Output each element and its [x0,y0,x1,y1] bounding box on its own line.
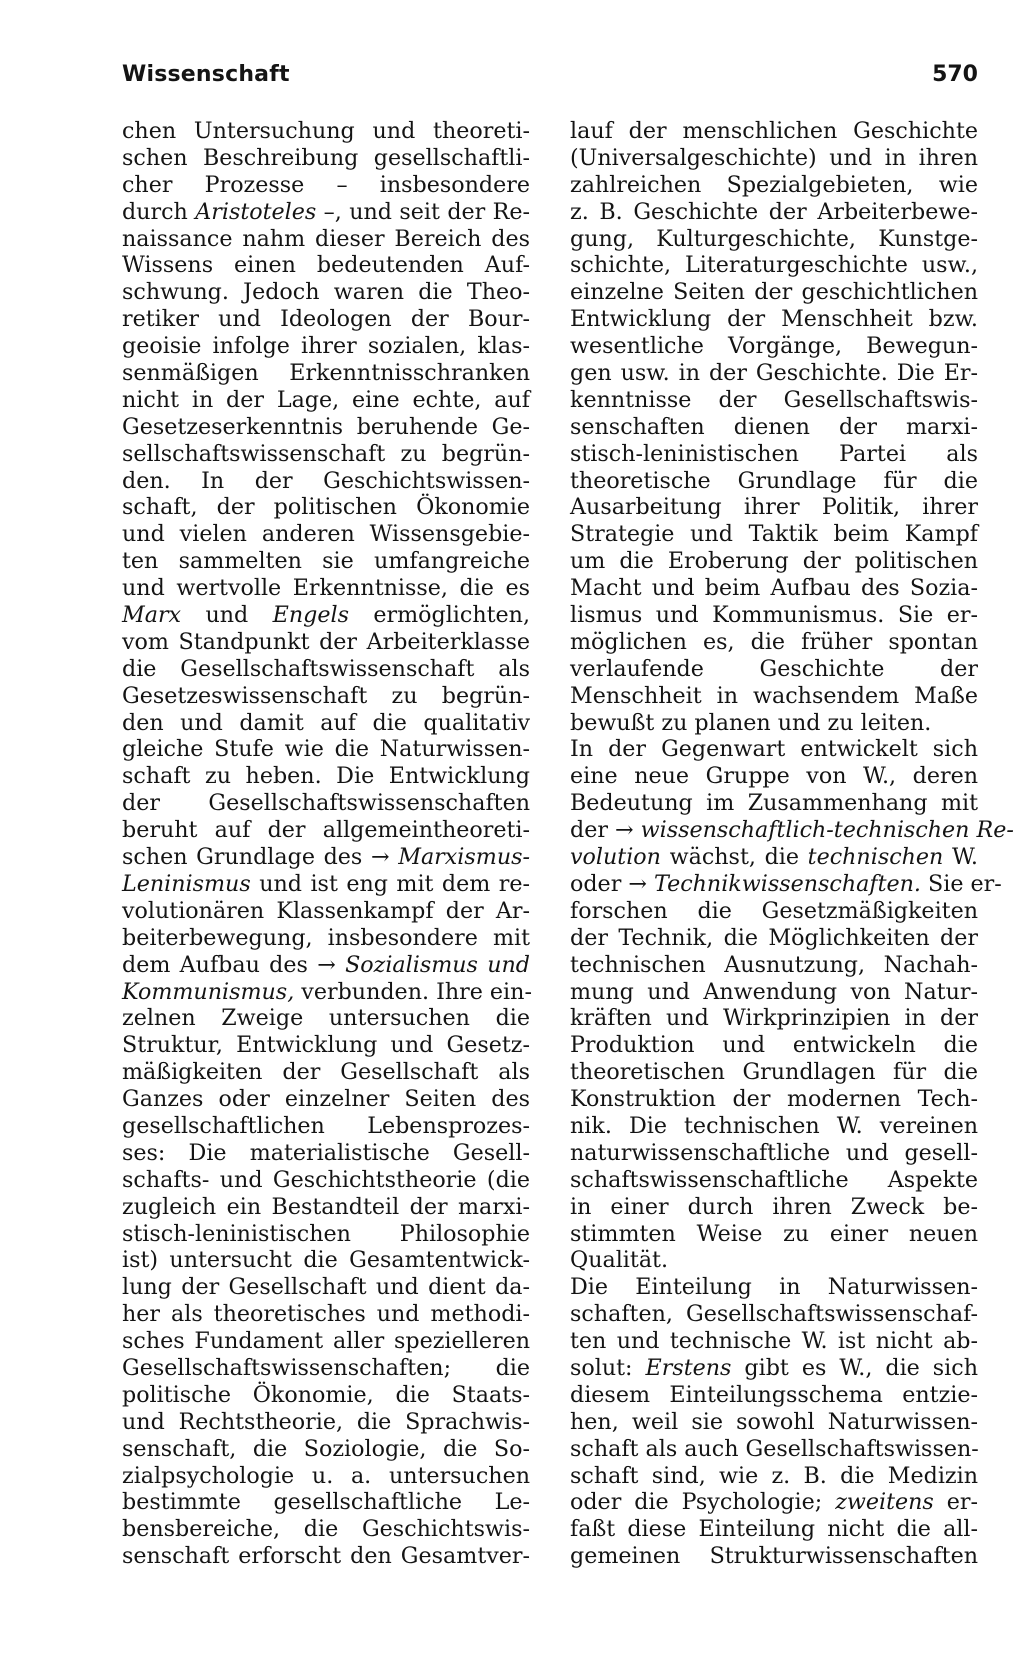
text-line [570,252,978,279]
text-line [122,1113,530,1140]
text-line [570,360,978,387]
text-line [122,710,530,737]
text-segment: naturwissenschaftliche und gesell- [570,1139,978,1166]
text-line [122,1086,530,1113]
text-line [122,1274,530,1301]
text-line [570,387,978,414]
text-line [122,521,530,548]
text-line [122,414,530,441]
text-segment: zugleich ein Bestandteil der marxi- [122,1193,530,1220]
text-segment: schafts- und Geschichtstheorie (die [122,1166,530,1193]
text-line [570,898,978,925]
text-line [570,1221,978,1248]
text-segment: gleiche Stufe wie die Naturwissen- [122,736,530,763]
text-line [122,1543,530,1570]
italic-text: technischen [807,844,944,871]
text-segment: schaft, der politischen Ökonomie [122,494,530,521]
text-segment: (Universalgeschichte) und in ihren [570,144,978,171]
italic-text: Aristoteles [195,198,317,225]
text-segment: ses: Die materialistische Gesell- [122,1139,530,1166]
text-segment: gemeinen Strukturwissenschaften [570,1543,978,1570]
text-line [570,441,978,468]
text-line [570,1113,978,1140]
text-segment: verbunden. Ihre ein- [294,978,532,1005]
text-segment: Produktion und entwickeln die [570,1032,978,1059]
text-segment: bensbereiche, die Geschichtswis- [122,1516,530,1543]
text-line [570,548,978,575]
text-segment: senschaft erforscht den Gesamtver- [122,1543,530,1570]
text-segment: gung, Kulturgeschichte, Kunstge- [570,225,978,252]
text-segment: beruht auf der allgemeintheoreti- [122,817,530,844]
text-segment: und [181,602,273,629]
text-line [570,521,978,548]
text-segment: Sie er- [920,870,1002,897]
italic-text: Technikwissenschaften. [654,870,921,897]
text-line [122,1032,530,1059]
text-line [570,1328,978,1355]
text-segment: retiker und Ideologen der Bour- [122,306,530,333]
text-segment: nik. Die technischen W. vereinen [570,1112,978,1139]
text-segment: bewußt zu planen und zu leiten. [570,709,932,736]
text-segment: Ausarbeitung ihrer Politik, ihrer [570,494,978,521]
text-segment: schen Grundlage des → [122,844,399,871]
text-segment: geoisie infolge ihrer sozialen, klas- [122,333,530,360]
text-segment: den. In der Geschichtswissen- [122,467,530,494]
text-line [570,1059,978,1086]
text-segment: W. [943,844,978,871]
text-line [570,763,978,790]
text-line [570,710,978,737]
text-line [122,736,530,763]
text-line [122,1247,530,1274]
text-line [122,979,530,1006]
italic-text: Leninismus [122,870,251,897]
text-line [122,279,530,306]
text-segment: sellschaftswissenschaft zu begrün- [122,440,530,467]
right-text-column [570,118,1014,1570]
text-line [122,683,530,710]
italic-text: Marx [122,602,182,629]
text-line [122,118,530,145]
text-segment: technischen Ausnutzung, Nachah- [570,951,978,978]
text-line [570,1032,978,1059]
text-line [570,656,978,683]
text-segment: diesem Einteilungsschema entzie- [570,1381,978,1408]
text-segment: Menschheit in wachsendem Maße [570,682,978,709]
text-line [122,494,530,521]
text-line [122,898,530,925]
text-segment: Wissens einen bedeutenden Auf- [122,252,530,279]
text-line [570,790,978,817]
text-segment: schichte, Literaturgeschichte usw., [570,252,978,279]
text-segment: stisch-leninistischen Philosophie [122,1220,530,1247]
text-line [570,1194,978,1221]
text-segment: die Gesellschaftswissenschaft als [122,655,530,682]
text-segment: stimmten Weise zu einer neuen [570,1220,978,1247]
text-segment: z. B. Geschichte der Arbeiterbewe- [570,198,978,225]
text-line [122,145,530,172]
text-segment: zahlreichen Spezialgebieten, wie [570,171,978,198]
text-line [570,602,978,629]
text-line [122,226,530,253]
text-segment: senschaften dienen der marxi- [570,413,978,440]
text-segment: der → [570,817,641,844]
text-line [122,871,530,898]
text-segment: einzelne Seiten der geschichtlichen [570,279,978,306]
text-segment: schwung. Jedoch waren die Theo- [122,279,530,306]
text-line [122,1382,530,1409]
text-line [570,494,978,521]
text-segment: Gesellschaftswissenschaften; die [122,1354,530,1381]
text-line [122,387,530,414]
text-segment: Gesetzeswissenschaft zu begrün- [122,682,530,709]
text-segment: senmäßigen Erkenntnisschranken [122,360,530,387]
text-line [570,414,978,441]
text-line [570,468,978,495]
text-line [122,1463,530,1490]
text-segment: solut: [570,1354,646,1381]
text-segment: hen, weil sie sowohl Naturwissen- [570,1408,978,1435]
text-segment: und wertvolle Erkenntnisse, die es [122,575,530,602]
left-text-column [122,118,530,1570]
text-line [570,1355,978,1382]
text-line [122,1436,530,1463]
text-line [122,629,530,656]
text-segment: ten und technische W. ist nicht ab- [570,1328,978,1355]
text-segment: In der Gegenwart entwickelt sich [570,736,978,763]
page-number: 570 [932,62,978,87]
text-segment: und Rechtstheorie, die Sprachwis- [122,1408,530,1435]
text-line [570,172,978,199]
italic-text: Marxismus- [398,844,530,871]
text-segment: eine neue Gruppe von W., deren [570,763,978,790]
text-line [122,252,530,279]
text-segment: möglichen es, die früher spontan [570,628,978,655]
text-segment: nicht in der Lage, eine echte, auf [122,386,530,413]
text-segment: gen usw. in der Geschichte. Die Er- [570,360,978,387]
text-segment: lauf der menschlichen Geschichte [570,118,978,144]
text-segment: Die Einteilung in Naturwissen- [570,1274,978,1301]
text-line [570,952,978,979]
text-segment: schen Beschreibung gesellschaftli- [122,144,530,171]
text-segment: schaft zu heben. Die Entwicklung [122,763,530,790]
text-line [570,145,978,172]
text-line [122,468,530,495]
text-line [570,1247,978,1274]
text-line [570,1140,978,1167]
text-segment: vom Standpunkt der Arbeiterklasse [122,628,530,655]
text-line [570,979,978,1006]
text-line [570,1463,978,1490]
text-line [570,1409,978,1436]
italic-text: Sozialismus und [345,951,531,978]
text-segment: Entwicklung der Menschheit bzw. [570,306,978,333]
text-segment: sches Fundament aller spezielleren [122,1328,530,1355]
text-line [122,172,530,199]
text-line [570,1489,978,1516]
text-segment: oder die Psychologie; [570,1489,836,1516]
text-segment: schaften, Gesellschaftswissenschaf- [570,1301,978,1328]
text-line [570,736,978,763]
text-segment: chen Untersuchung und theoreti- [122,118,530,144]
text-segment: Gesetzeserkenntnis beruhende Ge- [122,413,530,440]
text-line [570,1086,978,1113]
text-line [570,333,978,360]
running-head-title: Wissenschaft [122,62,290,87]
text-segment: schaft als auch Gesellschaftswissen- [570,1435,979,1462]
text-segment: schaftswissenschaftliche Aspekte [570,1166,978,1193]
text-line [122,575,530,602]
text-segment: den und damit auf die qualitativ [122,709,530,736]
italic-text: volution [570,844,661,871]
text-segment: Struktur, Entwicklung und Gesetz- [122,1032,530,1059]
text-segment: zialpsychologie u. a. untersuchen [122,1462,530,1489]
text-line [570,199,978,226]
text-line [122,199,530,226]
text-segment: in einer durch ihren Zweck be- [570,1193,978,1220]
text-segment: mäßigkeiten der Gesellschaft als [122,1059,530,1086]
text-line [122,1301,530,1328]
text-line [122,333,530,360]
text-segment: mung und Anwendung von Natur- [570,978,978,1005]
text-segment: Strategie und Taktik beim Kampf [570,521,978,548]
text-line [122,952,530,979]
text-segment: –, und seit der Re- [316,198,530,225]
text-segment: faßt diese Einteilung nicht die all- [570,1516,978,1543]
text-segment: zelnen Zweige untersuchen die [122,1005,530,1032]
text-segment: um die Eroberung der politischen [570,548,978,575]
text-line [570,1436,978,1463]
text-line [122,1167,530,1194]
text-line [570,925,978,952]
italic-text: Kommunismus, [122,978,295,1005]
text-segment: Ganzes oder einzelner Seiten des [122,1086,530,1113]
text-segment: ten sammelten sie umfangreiche [122,548,530,575]
text-line [570,870,1002,898]
text-line [122,306,530,333]
text-line [570,1516,978,1543]
text-segment: der Technik, die Möglichkeiten der [570,924,978,951]
text-segment: forschen die Gesetzmäßigkeiten [570,897,978,924]
text-segment: lismus und Kommunismus. Sie er- [570,602,978,629]
text-segment: kenntnisse der Gesellschaftswis- [570,386,978,413]
text-segment: cher Prozesse – insbesondere [122,171,530,198]
italic-text: zweitens [835,1489,934,1516]
text-segment: Konstruktion der modernen Tech- [570,1086,978,1113]
italic-text: wissenschaftlich-technischen Re- [640,817,1014,844]
text-line [570,1274,978,1301]
text-line [122,1489,530,1516]
text-segment: gesellschaftlichen Lebensprozes- [122,1112,530,1139]
text-segment: Qualität. [570,1247,669,1274]
text-line [122,1516,530,1543]
text-segment: Bedeutung im Zusammenhang mit [570,790,978,817]
text-line [122,844,530,871]
text-line [570,683,978,710]
text-line [122,817,530,844]
text-segment: wesentliche Vorgänge, Bewegun- [570,333,978,360]
text-line [122,1194,530,1221]
italic-text: Engels [272,602,349,629]
text-segment: gibt es W., die sich [731,1354,978,1381]
text-segment: ermöglichten, [348,602,530,629]
text-line [570,629,978,656]
text-segment: theoretischen Grundlagen für die [570,1059,978,1086]
text-line [122,1409,530,1436]
text-segment: naissance nahm dieser Bereich des [122,225,530,252]
text-segment: ist) untersucht die Gesamtentwick- [122,1247,530,1274]
page-header [122,62,978,92]
text-line [122,1355,530,1382]
text-line [122,790,530,817]
text-segment: politische Ökonomie, die Staats- [122,1381,530,1408]
text-line [122,1140,530,1167]
text-line [122,360,530,387]
text-segment: her als theoretisches und methodi- [122,1301,530,1328]
text-segment: kräften und Wirkprinzipien in der [570,1005,978,1032]
text-line [122,1059,530,1086]
text-line [570,1301,978,1328]
text-segment: der Gesellschaftswissenschaften [122,790,530,817]
text-line [122,1005,530,1032]
text-line [122,925,530,952]
text-line [570,1005,978,1032]
text-segment: er- [933,1489,978,1516]
text-line [122,602,530,629]
text-line [570,306,978,333]
text-line [122,441,530,468]
text-segment: volutionären Klassenkampf der Ar- [122,897,530,924]
text-segment: dem Aufbau des → [122,951,346,978]
text-segment: und ist eng mit dem re- [250,870,530,897]
text-line [570,1382,978,1409]
text-segment: lung der Gesellschaft und dient da- [122,1274,530,1301]
text-line [122,763,530,790]
text-segment: verlaufende Geschichte der [570,655,978,682]
text-line [570,1543,978,1570]
text-segment: Macht und beim Aufbau des Sozia- [570,575,978,602]
text-line [570,1167,978,1194]
text-segment: und vielen anderen Wissensgebie- [122,521,530,548]
text-line [570,575,978,602]
text-segment: bestimmte gesellschaftliche Le- [122,1489,530,1516]
italic-text: Erstens [645,1354,732,1381]
text-segment: oder → [570,870,654,897]
text-segment: beiterbewegung, insbesondere mit [122,924,530,951]
text-segment: theoretische Grundlage für die [570,467,978,494]
text-line [570,279,978,306]
text-segment: durch [122,198,196,225]
text-segment: wächst, die [660,844,808,871]
text-line [122,1328,530,1355]
text-line [122,656,530,683]
text-segment: senschaft, die Soziologie, die So- [122,1435,530,1462]
text-line [122,1221,530,1248]
text-line [570,118,978,145]
text-line [570,817,1014,844]
text-line [570,226,978,253]
text-segment: stisch-leninistischen Partei als [570,440,978,467]
text-line [122,548,530,575]
text-line [570,844,978,871]
text-segment: schaft sind, wie z. B. die Medizin [570,1462,978,1489]
